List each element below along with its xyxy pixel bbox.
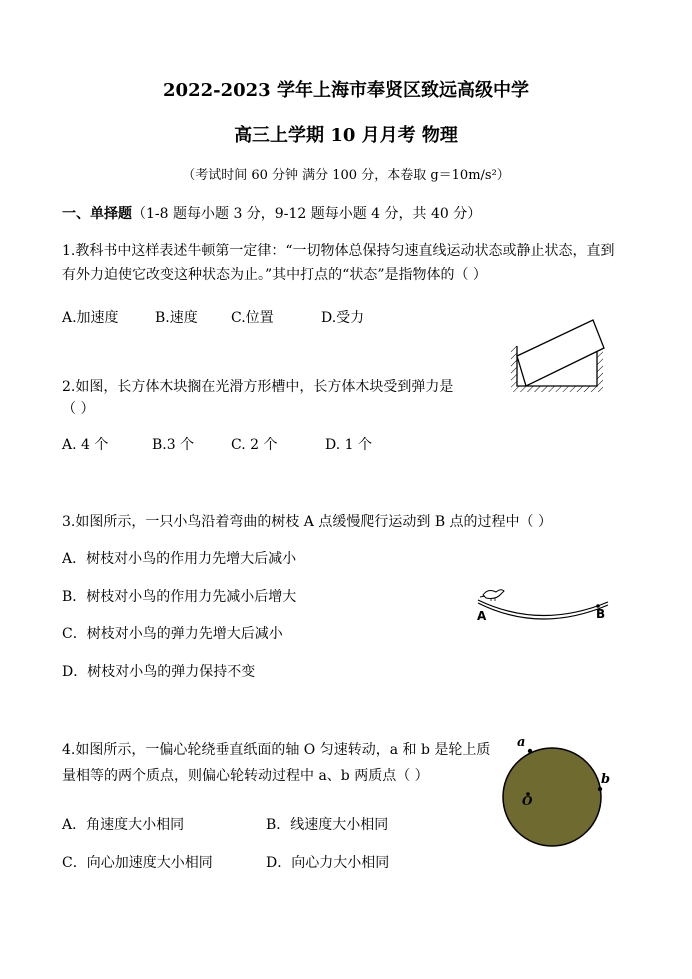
q1-stem-line2: 有外力迫使它改变这种状态为止。”其中打点的“状态”是指物体的（ ） [62, 267, 487, 283]
q2-figure-trough [505, 308, 615, 393]
q3-option-c[interactable]: C．树枝对小鸟的弹力先增大后减小 [62, 626, 283, 642]
branch-lower-line [478, 603, 608, 619]
bird-icon [480, 590, 504, 601]
paper-title-line1: 2022-2023 学年上海市奉贤区致远高级中学 [163, 80, 529, 101]
q2-option-d[interactable]: D. 1 个 [325, 437, 372, 453]
q1-option-c[interactable]: C.位置 [231, 310, 274, 326]
wooden-block [517, 320, 604, 386]
q4-label-o: O [522, 794, 533, 808]
q4-option-b[interactable]: B．线速度大小相同 [266, 817, 389, 833]
branch-upper-line [478, 600, 608, 616]
trough-left-wall-hatch [511, 346, 517, 386]
section-label: 一、单择题 [62, 206, 132, 222]
point-a-dot [528, 749, 532, 753]
section-heading [62, 203, 481, 223]
q1-option-d[interactable]: D.受力 [321, 310, 365, 326]
q2-stem-line1: 2.如图，长方体木块搁在光滑方形槽中，长方体木块受到弹力是 [62, 379, 454, 395]
q2-stem-line2: （ ） [62, 401, 95, 417]
q4-label-a: a [517, 735, 526, 750]
q2-option-a[interactable]: A. 4 个 [62, 437, 109, 453]
q4-option-c[interactable]: C．向心加速度大小相同 [62, 855, 213, 871]
eccentric-wheel [503, 748, 601, 846]
q3-label-a: A [477, 609, 487, 623]
q1-option-b[interactable]: B.速度 [155, 310, 198, 326]
q4-option-d[interactable]: D．向心力大小相同 [266, 855, 390, 871]
q2-option-c[interactable]: C. 2 个 [231, 437, 278, 453]
q3-label-b: B [596, 607, 606, 621]
q3-option-b[interactable]: B．树枝对小鸟的作用力先减小后增大 [62, 589, 297, 605]
q1-stem-line1: 1.教科书中这样表述牛顿第一定律：“一切物体总保持匀速直线运动状态或静止状态，直到 [62, 243, 615, 259]
paper-title-line2: 高三上学期 10 月月考 物理 [234, 125, 458, 146]
q4-figure-wheel [500, 740, 610, 850]
section-note: （1-8 题每小题 3 分，9-12 题每小题 4 分，共 40 分） [132, 206, 482, 222]
q3-figure-branch [474, 580, 614, 630]
point-b-dot [598, 787, 602, 791]
q2-option-b[interactable]: B.3 个 [152, 437, 195, 453]
exam-note: （考试时间 60 分钟 满分 100 分，本卷取 g＝10m/s²） [182, 168, 510, 183]
q4-option-a[interactable]: A．角速度大小相同 [62, 817, 185, 833]
q4-label-b: b [601, 772, 611, 787]
q1-option-a[interactable]: A.加速度 [62, 310, 119, 326]
q3-option-a[interactable]: A．树枝对小鸟的作用力先增大后减小 [62, 551, 297, 567]
q3-stem: 3.如图所示，一只小鸟沿着弯曲的树枝 A 点缓慢爬行运动到 B 点的过程中（ ） [62, 514, 553, 530]
trough-bottom-hatch [511, 386, 603, 392]
trough-right-wall-hatch [597, 346, 603, 386]
q3-option-d[interactable]: D．树枝对小鸟的弹力保持不变 [62, 664, 256, 680]
q4-stem-line2: 量相等的两个质点，则偏心轮转动过程中 a、b 两质点（ ） [62, 768, 429, 784]
q4-stem-line1: 4.如图所示，一偏心轮绕垂直纸面的轴 O 匀速转动，a 和 b 是轮上质 [62, 742, 491, 758]
